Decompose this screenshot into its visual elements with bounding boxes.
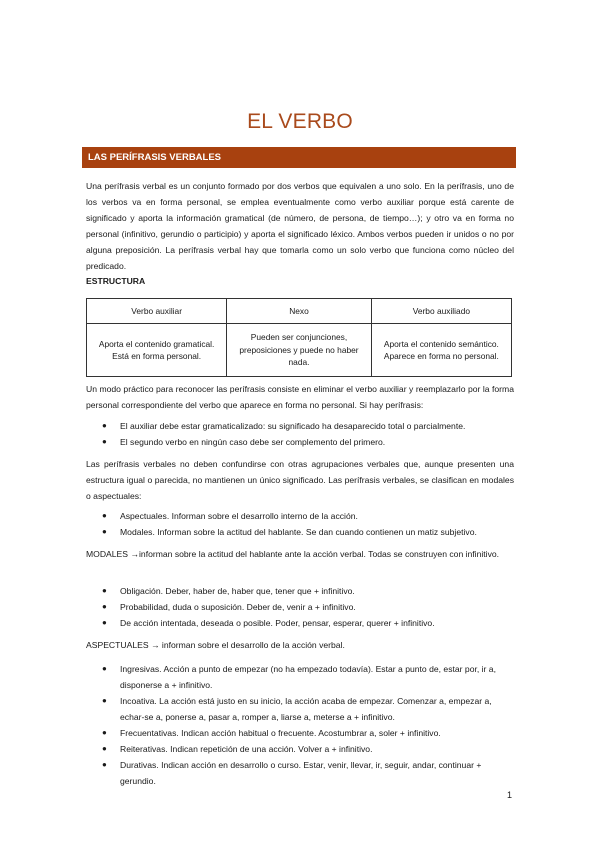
list-item: ● Durativas. Indican acción en desarrollo o curso. Estar, venir, llevar, ir, seguir, andar, continuar + gerundio.: [86, 757, 514, 789]
list-item: ● Ingresivas. Acción a punto de empezar (no ha empezado todavía). Estar a punto de, estar por, ir a, disponerse a + infinitivo.: [86, 661, 514, 693]
bullet-icon: ●: [102, 744, 107, 753]
bullet-icon: ●: [102, 511, 107, 520]
list-item: ● Probabilidad, duda o suposición. Deber de, venir a + infinitivo.: [86, 599, 514, 615]
bullet-icon: ●: [102, 728, 107, 737]
table-header-cell: Verbo auxiliado: [371, 299, 511, 324]
classification-bullet-list: [86, 508, 514, 540]
list-item: ● Reiterativas. Indican repetición de una acción. Volver a + infinitivo.: [86, 741, 514, 757]
bullet-icon: ●: [102, 602, 107, 611]
table-cell: Aporta el contenido gramatical. Está en forma personal.: [87, 324, 227, 377]
list-item: ● El segundo verbo en ningún caso debe ser complemento del primero.: [86, 434, 514, 450]
table-cell: Pueden ser conjunciones, preposiciones y puede no haber nada.: [227, 324, 372, 377]
bullet-icon: ●: [102, 664, 107, 673]
bullet-icon: ●: [102, 421, 107, 430]
classification-paragraph: Las perífrasis verbales no deben confundirse con otras agrupaciones verbales que, aunque presenten una estructura igual o parecida, no mantienen un único significado. Las perífrasis verbales, se clasifican en modales o aspectuales:: [86, 459, 514, 502]
bullet-icon: ●: [102, 618, 107, 627]
list-item: ● Frecuentativas. Indican acción habitual o frecuente. Acostumbrar a, soler + infinitivo.: [86, 725, 514, 741]
list-item: ● De acción intentada, deseada o posible. Poder, pensar, esperar, querer + infinitivo.: [86, 615, 514, 631]
bullet-icon: ●: [102, 760, 107, 769]
bullet-icon: ●: [102, 437, 107, 446]
method-bullet-list: [86, 418, 514, 450]
table-cell: Aporta el contenido semántico. Aparece en forma no personal.: [371, 324, 511, 377]
list-item: ● Obligación. Deber, haber de, haber que, tener que + infinitivo.: [86, 583, 514, 599]
list-item: ● El auxiliar debe estar gramaticalizado: su significado ha desaparecido total o parcialmente.: [86, 418, 514, 434]
intro-paragraph: Una perífrasis verbal es un conjunto formado por dos verbos que equivalen a uno solo. En la perífrasis, uno de los verbos va en forma personal, se emplea eventualmente como verbo auxiliar porque está carente de significado y aporta la información gramatical (de número, de persona, de tiempo…); y otro va en forma no personal (infinitivo, gerundio o participio) y aporta el significado léxico. Ambos verbos pueden ir unidos o no por alguna preposición. La perífrasis verbal hay que tomarla como un solo verbo que funciona como núcleo del predicado.: [86, 181, 514, 272]
section-banner: LAS PERÍFRASIS VERBALES: [82, 147, 516, 168]
modales-paragraph: MODALES →informan sobre la actitud del hablante ante la acción verbal. Todas se construyen con infinitivo.: [86, 549, 500, 559]
method-paragraph: Un modo práctico para reconocer las perífrasis consiste en eliminar el verbo auxiliar y reemplazarlo por la forma personal correspondiente del verbo que aparece en forma no personal. Si hay perífrasis:: [86, 384, 514, 411]
aspectuales-paragraph: ASPECTUALES → informan sobre el desarrollo de la acción verbal.: [86, 640, 345, 650]
list-item: ● Aspectuales. Informan sobre el desarrollo interno de la acción.: [86, 508, 514, 524]
bullet-icon: ●: [102, 527, 107, 536]
page-number: 1: [507, 790, 513, 800]
table-header-cell: Verbo auxiliar: [87, 299, 227, 324]
table-row: [87, 324, 512, 377]
structure-table: [86, 298, 512, 377]
page-title: EL VERBO: [247, 110, 353, 133]
table-header-cell: Nexo: [227, 299, 372, 324]
table-header-row: [87, 299, 512, 324]
estructura-heading: ESTRUCTURA: [86, 276, 146, 286]
list-item: ● Incoativa. La acción está justo en su inicio, la acción acaba de empezar. Comenzar a, empezar a, echar-se a, ponerse a, pasar a, romper a, liarse a, meterse a + infinitivo.: [86, 693, 514, 725]
bullet-icon: ●: [102, 586, 107, 595]
list-item: ● Modales. Informan sobre la actitud del hablante. Se dan cuando contienen un matiz subjetivo.: [86, 524, 514, 540]
aspectuales-bullet-list: [86, 661, 514, 789]
bullet-icon: ●: [102, 696, 107, 705]
modales-bullet-list: [86, 583, 514, 631]
